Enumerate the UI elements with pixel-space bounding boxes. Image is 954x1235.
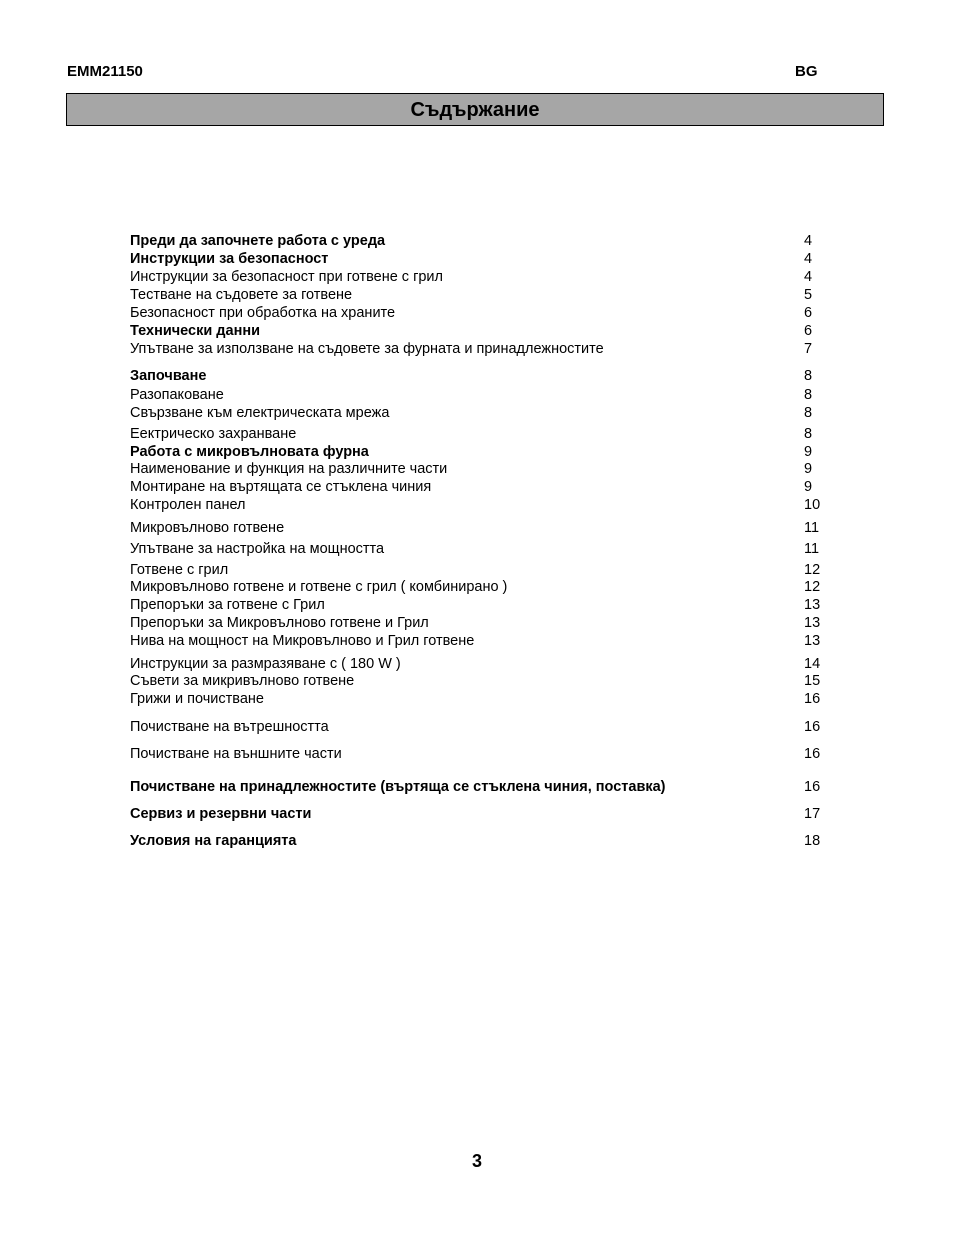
language-code: BG [795, 63, 818, 80]
toc-entry-title: Тестване на съдовете за готвене [130, 287, 353, 303]
toc-entry [130, 478, 830, 496]
table-of-contents [130, 0, 830, 1235]
toc-entry-title: Свързване към електрическата мрежа [130, 405, 390, 421]
toc-entry-page: 11 [804, 520, 820, 536]
toc-entry [130, 632, 830, 650]
toc-entry-page: 7 [804, 341, 813, 357]
toc-entry-page: 5 [804, 287, 813, 303]
toc-entry [130, 268, 830, 286]
toc-entry-title: Технически данни [130, 323, 260, 339]
toc-entry-page: 12 [804, 562, 821, 578]
toc-entry-title: Контролен панел [130, 497, 246, 513]
toc-entry [130, 614, 830, 632]
toc-entry-page: 18 [804, 833, 821, 849]
toc-entry [130, 778, 830, 796]
toc-entry-page: 12 [804, 579, 821, 595]
toc-entry-title: Почистване на вътрешността [130, 719, 329, 735]
toc-entry-title: Преди да започнете работа с уреда [130, 233, 386, 249]
toc-entry [130, 367, 830, 385]
toc-entry-title: Започване [130, 368, 207, 384]
toc-entry [130, 540, 830, 558]
toc-entry-title: Почистване на външните части [130, 746, 342, 762]
toc-entry-title: Съвети за микривълново готвене [130, 673, 355, 689]
toc-entry-page: 6 [804, 305, 813, 321]
toc-entry [130, 386, 830, 404]
toc-entry [130, 690, 830, 708]
toc-entry-page: 16 [804, 746, 821, 762]
toc-entry [130, 832, 830, 850]
toc-entry [130, 460, 830, 478]
toc-entry [130, 596, 830, 614]
toc-entry-title: Микровълново готвене [130, 520, 285, 536]
page-title: Съдържание [66, 93, 884, 126]
toc-entry [130, 425, 830, 443]
toc-entry-title: Готвене с грил [130, 562, 229, 578]
toc-entry-title: Почистване на принадлежностите (въртяща се стъклена чиния, поставка) [130, 779, 666, 795]
toc-entry-page: 9 [804, 461, 813, 477]
toc-entry-title: Условия на гаранцията [130, 833, 297, 849]
toc-entry-page: 16 [804, 779, 821, 795]
toc-entry [130, 443, 830, 461]
toc-entry-page: 13 [804, 633, 821, 649]
toc-entry [130, 655, 830, 673]
toc-entry-page: 11 [804, 541, 820, 557]
toc-entry-page: 9 [804, 444, 813, 460]
toc-entry-page: 4 [804, 233, 813, 249]
toc-entry-page: 4 [804, 269, 813, 285]
toc-entry-title: Работа с микровълновата фурна [130, 444, 369, 460]
toc-entry-page: 8 [804, 426, 813, 442]
toc-entry-title: Наименование и функция на различните части [130, 461, 448, 477]
toc-entry [130, 496, 830, 514]
toc-entry-page: 13 [804, 597, 821, 613]
toc-entry-title: Упътване за използване на съдовете за фурната и принадлежностите [130, 341, 604, 357]
toc-entry-title: Инструкции за размразяване с ( 180 W ) [130, 656, 401, 672]
toc-entry-page: 8 [804, 387, 813, 403]
toc-entry [130, 672, 830, 690]
toc-entry [130, 322, 830, 340]
toc-entry-page: 13 [804, 615, 821, 631]
toc-entry-page: 10 [804, 497, 821, 513]
toc-entry [130, 250, 830, 268]
toc-entry-title: Инструкции за безопасност при готвене с грил [130, 269, 443, 285]
toc-entry-title: Грижи и почистване [130, 691, 264, 707]
toc-entry [130, 404, 830, 422]
toc-entry [130, 805, 830, 823]
toc-entry [130, 561, 830, 579]
toc-entry-title: Сервиз и резервни части [130, 806, 312, 822]
toc-entry [130, 519, 830, 537]
toc-entry-page: 16 [804, 719, 821, 735]
toc-entry-title: Упътване за настройка на мощността [130, 541, 385, 557]
toc-entry-page: 8 [804, 368, 813, 384]
toc-entry-page: 8 [804, 405, 813, 421]
toc-entry-title: Безопасност при обработка на храните [130, 305, 396, 321]
toc-entry-title: Микровълново готвене и готвене с грил ( комбинирано ) [130, 579, 508, 595]
toc-entry-page: 4 [804, 251, 813, 267]
toc-entry-title: Нива на мощност на Микровълново и Грил готвене [130, 633, 475, 649]
toc-entry-title: Монтиране на въртящата се стъклена чиния [130, 479, 432, 495]
toc-entry-page: 6 [804, 323, 813, 339]
model-number: EMM21150 [67, 63, 143, 80]
toc-entry [130, 304, 830, 322]
toc-entry-page: 14 [804, 656, 821, 672]
toc-entry-page: 17 [804, 806, 821, 822]
toc-entry-page: 15 [804, 673, 821, 689]
toc-entry [130, 745, 830, 763]
toc-entry-title: Инструкции за безопасност [130, 251, 329, 267]
toc-entry-title: Препоръки за готвене с Грил [130, 597, 325, 613]
toc-entry-title: Препоръки за Микровълново готвене и Грил [130, 615, 429, 631]
toc-entry [130, 340, 830, 358]
toc-entry [130, 578, 830, 596]
toc-entry [130, 232, 830, 250]
toc-entry-page: 16 [804, 691, 821, 707]
toc-entry-title: Разопаковане [130, 387, 224, 403]
toc-entry [130, 718, 830, 736]
page-number: 3 [471, 1151, 482, 1171]
toc-entry-page: 9 [804, 479, 813, 495]
toc-entry [130, 286, 830, 304]
toc-entry-title: Еектрическо захранване [130, 426, 297, 442]
